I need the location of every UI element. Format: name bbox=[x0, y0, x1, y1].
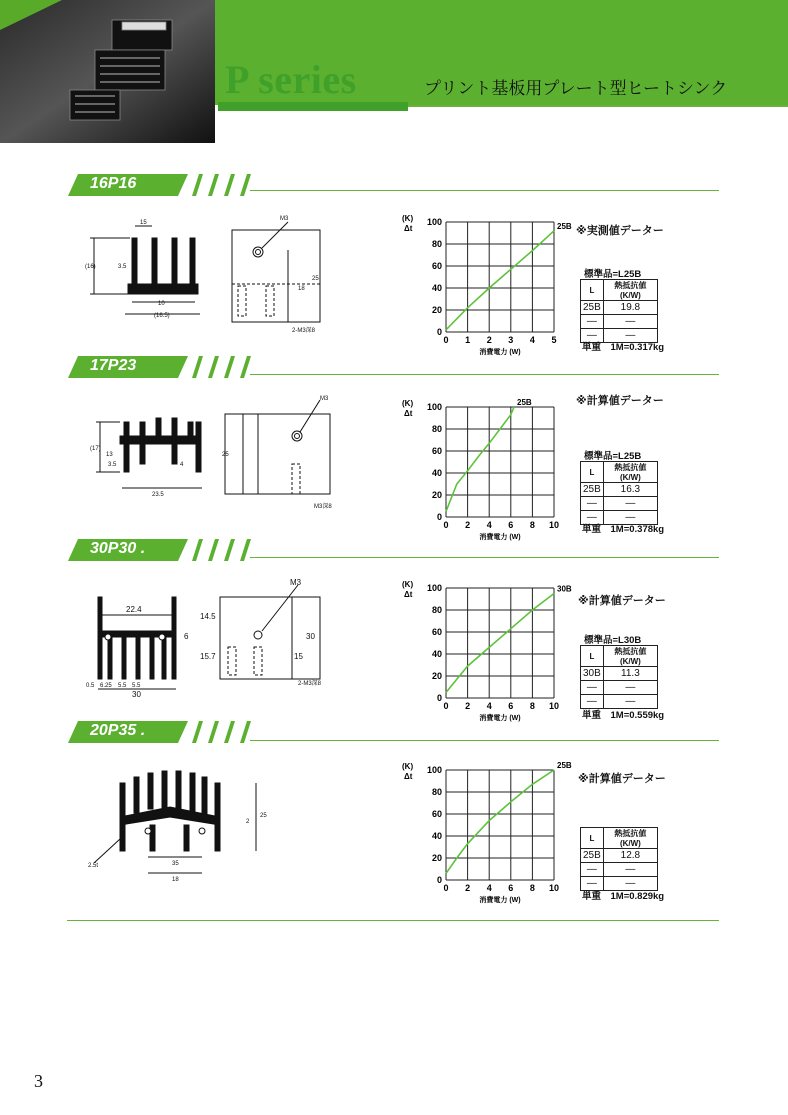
drawing-note: M3深8 bbox=[314, 504, 332, 510]
table-cell: — bbox=[603, 315, 657, 329]
x-tick-label: 0 bbox=[443, 335, 449, 345]
x-axis-label: 消費電力 (W) bbox=[479, 534, 521, 541]
x-axis-label: 消費電力 (W) bbox=[479, 349, 521, 356]
table-cell: 30B bbox=[581, 667, 604, 681]
table-cell: — bbox=[581, 863, 604, 877]
y-tick-label: 80 bbox=[431, 424, 442, 434]
table-title: 標準品=L30B bbox=[584, 635, 642, 646]
y-tick-label: 40 bbox=[431, 283, 442, 293]
spec-table bbox=[580, 827, 658, 891]
section-tab-16p16 bbox=[68, 174, 258, 196]
table-row bbox=[581, 301, 658, 315]
x-axis-label: 消費電力 (W) bbox=[479, 715, 521, 722]
series-subtitle: プリント基板用プレート型ヒートシンク bbox=[424, 79, 728, 98]
header-divider bbox=[408, 105, 788, 107]
data-note: ※計算値データー bbox=[578, 595, 666, 607]
table-header-row bbox=[581, 828, 658, 849]
dim-label: 25 bbox=[222, 452, 229, 458]
y-tick-label: 20 bbox=[431, 671, 442, 681]
y-tick-label: 100 bbox=[426, 217, 442, 227]
series-title-underline bbox=[218, 102, 408, 111]
dim-label: 30 bbox=[132, 690, 141, 699]
y-tick-label: 80 bbox=[431, 787, 442, 797]
x-tick-label: 0 bbox=[443, 520, 449, 530]
y-tick-label: 0 bbox=[436, 875, 442, 885]
dim-label: 3.5 bbox=[118, 264, 127, 270]
y-tick-label: 60 bbox=[431, 809, 442, 819]
dim-label: 15.7 bbox=[200, 652, 216, 661]
series-line bbox=[446, 594, 554, 693]
x-tick-label: 2 bbox=[465, 701, 471, 711]
chart-17p23 bbox=[400, 397, 580, 542]
table-header-row bbox=[581, 646, 658, 667]
y-tick-label: 80 bbox=[431, 239, 442, 249]
y-tick-label: 20 bbox=[431, 305, 442, 315]
y-axis-label: Δt bbox=[404, 224, 413, 233]
table-cell: — bbox=[603, 695, 657, 709]
dim-label: 15 bbox=[294, 652, 303, 661]
section-divider bbox=[250, 740, 719, 741]
y-tick-label: 60 bbox=[431, 446, 442, 456]
table-cell: — bbox=[603, 329, 657, 343]
table-row bbox=[581, 849, 658, 863]
data-note: ※計算値データー bbox=[576, 395, 664, 407]
table-cell: 12.8 bbox=[603, 849, 657, 863]
dim-label: 23.5 bbox=[152, 492, 164, 498]
x-tick-label: 4 bbox=[486, 520, 492, 530]
table-row bbox=[581, 483, 658, 497]
table-cell: — bbox=[581, 315, 604, 329]
unit-weight: 単重 1M=0.829kg bbox=[582, 891, 665, 902]
x-tick-label: 8 bbox=[529, 701, 535, 711]
unit-weight: 単重 1M=0.378kg bbox=[582, 524, 665, 535]
table-cell: — bbox=[603, 497, 657, 511]
y-tick-label: 40 bbox=[431, 831, 442, 841]
dim-label: 25 bbox=[312, 276, 319, 282]
x-tick-label: 5 bbox=[551, 335, 557, 345]
y-axis-label: Δt bbox=[404, 772, 413, 781]
dim-label: 6 bbox=[184, 632, 189, 641]
unit-weight: 単重 1M=0.559kg bbox=[582, 710, 665, 721]
unit-weight: 単重 1M=0.317kg bbox=[582, 342, 665, 353]
header-cell-length: L bbox=[581, 646, 604, 667]
drawing-20p35 bbox=[80, 755, 280, 885]
table-cell: — bbox=[603, 877, 657, 891]
y-tick-label: 100 bbox=[426, 765, 442, 775]
chart-30p30 bbox=[400, 578, 580, 723]
table-cell: — bbox=[581, 695, 604, 709]
header-cell-resistance: 熱抵抗値(K/W) bbox=[603, 646, 657, 667]
dim-label: 10 bbox=[158, 301, 165, 307]
drawing-note: 2-M3深8 bbox=[298, 681, 322, 687]
y-tick-label: 100 bbox=[426, 402, 442, 412]
y-tick-label: 0 bbox=[436, 512, 442, 522]
dim-label: 18 bbox=[172, 877, 179, 883]
dim-label: 5.5 bbox=[118, 683, 127, 689]
x-tick-label: 0 bbox=[443, 701, 449, 711]
y-tick-label: 40 bbox=[431, 468, 442, 478]
y-tick-label: 100 bbox=[426, 583, 442, 593]
drawing-label-m: M3 bbox=[290, 578, 302, 587]
dim-label: 2 bbox=[246, 819, 250, 825]
section-divider bbox=[250, 374, 719, 375]
y-tick-label: 60 bbox=[431, 261, 442, 271]
y-axis-label: Δt bbox=[404, 590, 413, 599]
dim-label: 35 bbox=[172, 861, 179, 867]
y-axis-unit: (K) bbox=[402, 762, 414, 771]
dim-label: 15 bbox=[140, 220, 147, 226]
y-axis-unit: (K) bbox=[402, 214, 414, 223]
drawing-16p16 bbox=[80, 210, 340, 345]
table-row bbox=[581, 863, 658, 877]
x-tick-label: 3 bbox=[508, 335, 514, 345]
table-row bbox=[581, 315, 658, 329]
table-cell: — bbox=[581, 329, 604, 343]
drawing-label-m: M3 bbox=[320, 396, 329, 402]
data-note: ※計算値データー bbox=[578, 773, 666, 785]
x-tick-label: 4 bbox=[486, 701, 492, 711]
table-row bbox=[581, 667, 658, 681]
y-axis-label: Δt bbox=[404, 409, 413, 418]
x-tick-label: 6 bbox=[508, 520, 514, 530]
table-cell: 25B bbox=[581, 301, 604, 315]
table-cell: — bbox=[581, 497, 604, 511]
dim-label: 6.25 bbox=[100, 683, 112, 689]
series-line bbox=[446, 231, 554, 330]
section-divider bbox=[250, 190, 719, 191]
dim-label: 30 bbox=[306, 632, 315, 641]
y-tick-label: 0 bbox=[436, 693, 442, 703]
table-cell: — bbox=[603, 681, 657, 695]
x-tick-label: 1 bbox=[465, 335, 471, 345]
dim-label: 14.5 bbox=[200, 612, 216, 621]
x-tick-label: 2 bbox=[465, 883, 471, 893]
spec-table bbox=[580, 461, 658, 525]
product-photo bbox=[0, 0, 215, 143]
header-cell-length: L bbox=[581, 280, 604, 301]
x-tick-label: 6 bbox=[508, 883, 514, 893]
x-tick-label: 0 bbox=[443, 883, 449, 893]
dim-label: 18 bbox=[298, 286, 305, 292]
x-tick-label: 4 bbox=[486, 883, 492, 893]
table-title: 標準品=L25B bbox=[584, 269, 642, 280]
y-axis-unit: (K) bbox=[402, 580, 414, 589]
series-label: 25B bbox=[557, 761, 572, 770]
dim-label: 25 bbox=[260, 813, 267, 819]
y-tick-label: 0 bbox=[436, 327, 442, 337]
table-cell: 25B bbox=[581, 849, 604, 863]
table-header-row bbox=[581, 462, 658, 483]
table-cell: — bbox=[581, 511, 604, 525]
section-tab-20p35 bbox=[68, 721, 258, 743]
header-cell-resistance: 熱抵抗値(K/W) bbox=[603, 280, 657, 301]
x-tick-label: 2 bbox=[465, 520, 471, 530]
table-cell: 19.8 bbox=[603, 301, 657, 315]
x-tick-label: 6 bbox=[508, 701, 514, 711]
table-row bbox=[581, 681, 658, 695]
drawing-30p30 bbox=[80, 575, 345, 700]
table-cell: — bbox=[603, 511, 657, 525]
spec-table bbox=[580, 645, 658, 709]
drawing-label-m: M3 bbox=[280, 216, 289, 222]
drawing-note: 2-M3深8 bbox=[292, 328, 316, 334]
x-tick-label: 10 bbox=[548, 520, 560, 530]
y-tick-label: 80 bbox=[431, 605, 442, 615]
dim-label: 13 bbox=[106, 452, 113, 458]
section-name: 30P30 . bbox=[90, 540, 146, 557]
table-cell: — bbox=[603, 863, 657, 877]
x-tick-label: 10 bbox=[548, 883, 560, 893]
section-name: 17P23 bbox=[90, 357, 137, 374]
dim-label: (16.5) bbox=[154, 313, 170, 319]
section-tab-30p30 bbox=[68, 539, 258, 561]
table-row bbox=[581, 497, 658, 511]
table-cell: — bbox=[581, 681, 604, 695]
page-number: 3 bbox=[34, 1071, 43, 1091]
header-cell-resistance: 熱抵抗値(K/W) bbox=[603, 462, 657, 483]
x-tick-label: 4 bbox=[529, 335, 535, 345]
x-tick-label: 2 bbox=[486, 335, 492, 345]
drawing-17p23 bbox=[80, 392, 345, 517]
table-cell: 11.3 bbox=[603, 667, 657, 681]
bottom-divider bbox=[67, 920, 719, 921]
data-note: ※実測値データー bbox=[576, 225, 664, 237]
table-header-row bbox=[581, 280, 658, 301]
spec-table bbox=[580, 279, 658, 343]
dim-label: 5.5 bbox=[132, 683, 141, 689]
y-tick-label: 60 bbox=[431, 627, 442, 637]
header-cell-length: L bbox=[581, 828, 604, 849]
dim-label: 3.5 bbox=[108, 462, 117, 468]
drawing-note: 2.5t bbox=[88, 863, 99, 869]
chart-16p16 bbox=[400, 212, 580, 357]
section-name: 20P35 . bbox=[90, 722, 146, 739]
header-cell-length: L bbox=[581, 462, 604, 483]
x-tick-label: 8 bbox=[529, 883, 535, 893]
x-axis-label: 消費電力 (W) bbox=[479, 897, 521, 904]
dim-label: 0.5 bbox=[86, 683, 95, 689]
section-divider bbox=[250, 557, 719, 558]
dim-label: (17) bbox=[90, 446, 101, 452]
dim-label: (16) bbox=[85, 264, 96, 270]
series-label: 25B bbox=[517, 398, 532, 407]
x-tick-label: 10 bbox=[548, 701, 560, 711]
series-label: 30B bbox=[557, 584, 572, 594]
section-name: 16P16 bbox=[90, 175, 137, 192]
series-title: P series bbox=[225, 57, 357, 102]
table-title: 標準品=L25B bbox=[584, 451, 642, 462]
table-cell: 16.3 bbox=[603, 483, 657, 497]
header-cell-resistance: 熱抵抗値(K/W) bbox=[603, 828, 657, 849]
series-line bbox=[446, 407, 514, 512]
y-tick-label: 20 bbox=[431, 853, 442, 863]
y-tick-label: 40 bbox=[431, 649, 442, 659]
y-axis-unit: (K) bbox=[402, 399, 414, 408]
y-tick-label: 20 bbox=[431, 490, 442, 500]
section-tab-17p23 bbox=[68, 356, 258, 378]
table-cell: — bbox=[581, 877, 604, 891]
dim-label: 4 bbox=[180, 462, 184, 468]
dim-label: 22.4 bbox=[126, 605, 142, 614]
chart-20p35 bbox=[400, 760, 580, 905]
x-tick-label: 8 bbox=[529, 520, 535, 530]
table-cell: 25B bbox=[581, 483, 604, 497]
series-label: 25B bbox=[557, 221, 572, 231]
